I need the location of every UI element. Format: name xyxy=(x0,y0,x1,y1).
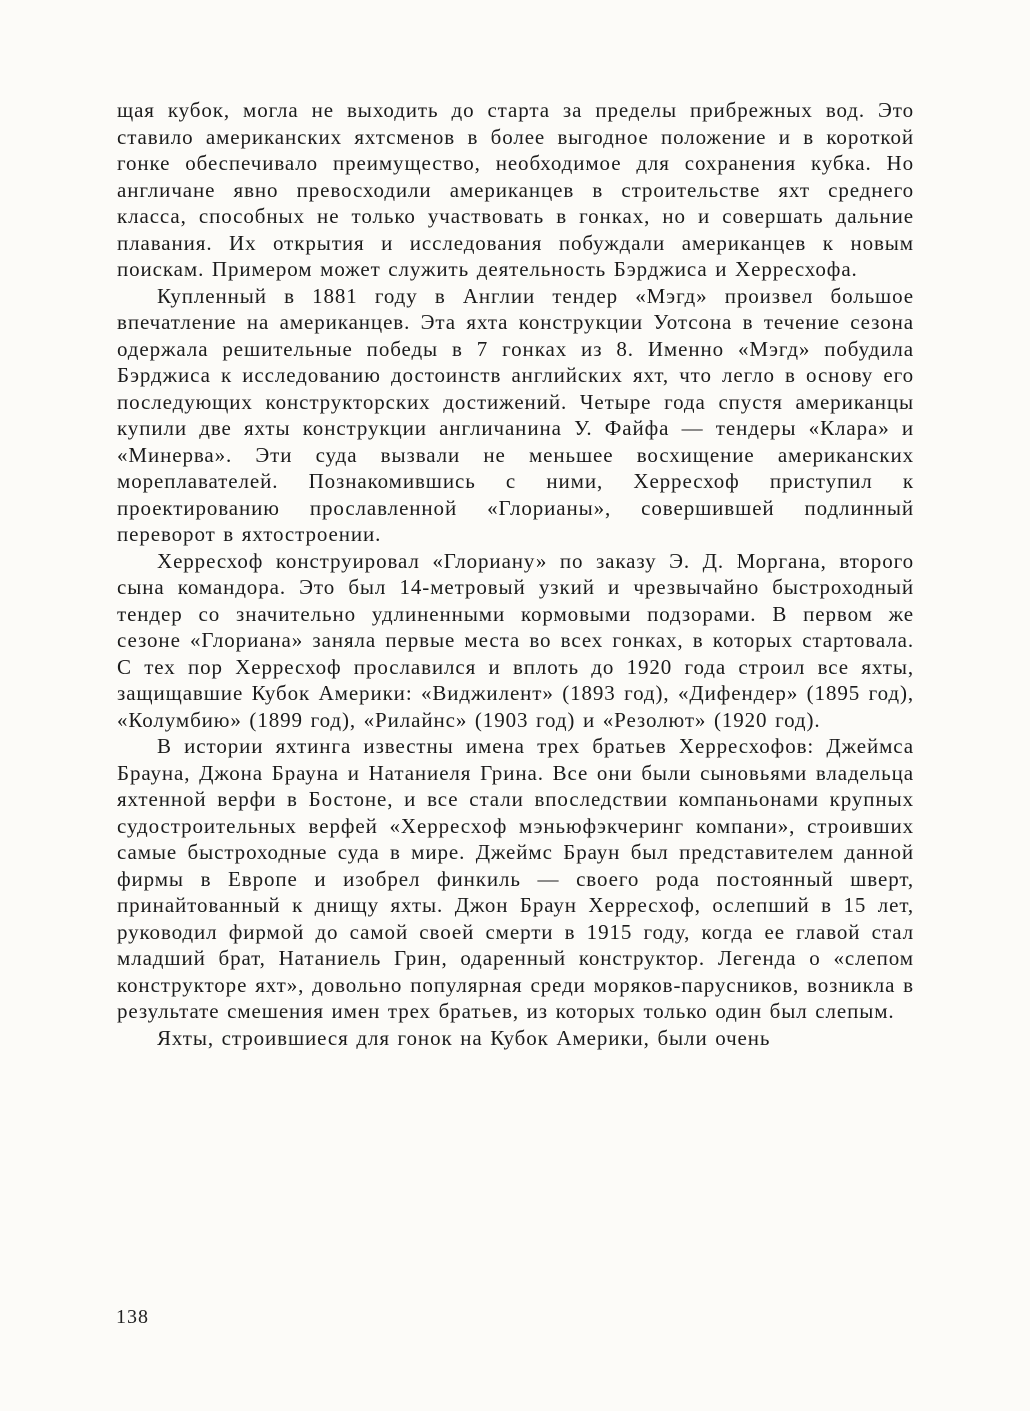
text-block xyxy=(117,97,914,1051)
paragraph: Херресхоф конструировал «Глориану» по заказу Э. Д. Моргана, второго сына командора. Это был 14-метровый узкий и чрезвычайно быстроходный тендер со значительно удлиненными кормовыми подзорами. В первом же сезоне «Глориана» заняла первые места во всех гонках, в которых стартовала. С тех пор Херресхоф прославился и вплоть до 1920 года строил все яхты, защищавшие Кубок Америки: «Виджилент» (1893 год), «Дифендер» (1895 год), «Колумбию» (1899 год), «Рилайнс» (1903 год) и «Резолют» (1920 год). xyxy=(117,548,914,732)
page-number: 138 xyxy=(116,1306,149,1328)
paragraph: Купленный в 1881 году в Англии тендер «Мэгд» произвел большое впечатление на американцев. Эта яхта конструкции Уотсона в течение сезона одержала решительные победы в 7 гонках из 8. Именно «Мэгд» побудила Бэрджиса к исследованию достоинств английских яхт, что легло в основу его последующих конструкторских достижений. Четыре года спустя американцы купили две яхты конструкции англичанина У. Файфа — тендеры «Клара» и «Минерва». Эти суда вызвали не меньшее восхищение американских мореплавателей. Познакомившись с ними, Херресхоф приступил к проектированию прославленной «Глорианы», совершившей подлинный переворот в яхтостроении. xyxy=(117,283,914,546)
paragraph: В истории яхтинга известны имена трех братьев Херресхофов: Джеймса Брауна, Джона Брауна и Натаниеля Грина. Все они были сыновьями владельца яхтенной верфи в Бостоне, и все стали впоследствии компаньонами крупных судостроительных верфей «Херресхоф мэньюфэкчеринг компани», строивших самые быстроходные суда в мире. Джеймс Браун был представителем данной фирмы в Европе и изобрел финкиль — своего рода постоянный шверт, принайтованный к днищу яхты. Джон Браун Херресхоф, ослепший в 15 лет, руководил фирмой до самой своей смерти в 1915 году, когда ее главой стал младший брат, Натаниель Грин, одаренный конструктор. Легенда о «слепом конструкторе яхт», довольно популярная среди моряков-парусников, возникла в результате смешения имен трех братьев, из которых только один был слепым. xyxy=(117,734,914,1023)
paragraph: щая кубок, могла не выходить до старта за пределы прибрежных вод. Это ставило американских яхтсменов в более выгодное положение и в короткой гонке обеспечивало преимущество, необходимое для сохранения кубка. Но англичане явно превосходили американцев в строительстве яхт среднего класса, способных не только участвовать в гонках, но и совершать дальние плавания. Их открытия и исследования побуждали американцев к новым поискам. Примером может служить деятельность Бэрджиса и Херресхофа. xyxy=(117,98,914,281)
paragraph: Яхты, строившиеся для гонок на Кубок Америки, были очень xyxy=(157,1025,771,1050)
